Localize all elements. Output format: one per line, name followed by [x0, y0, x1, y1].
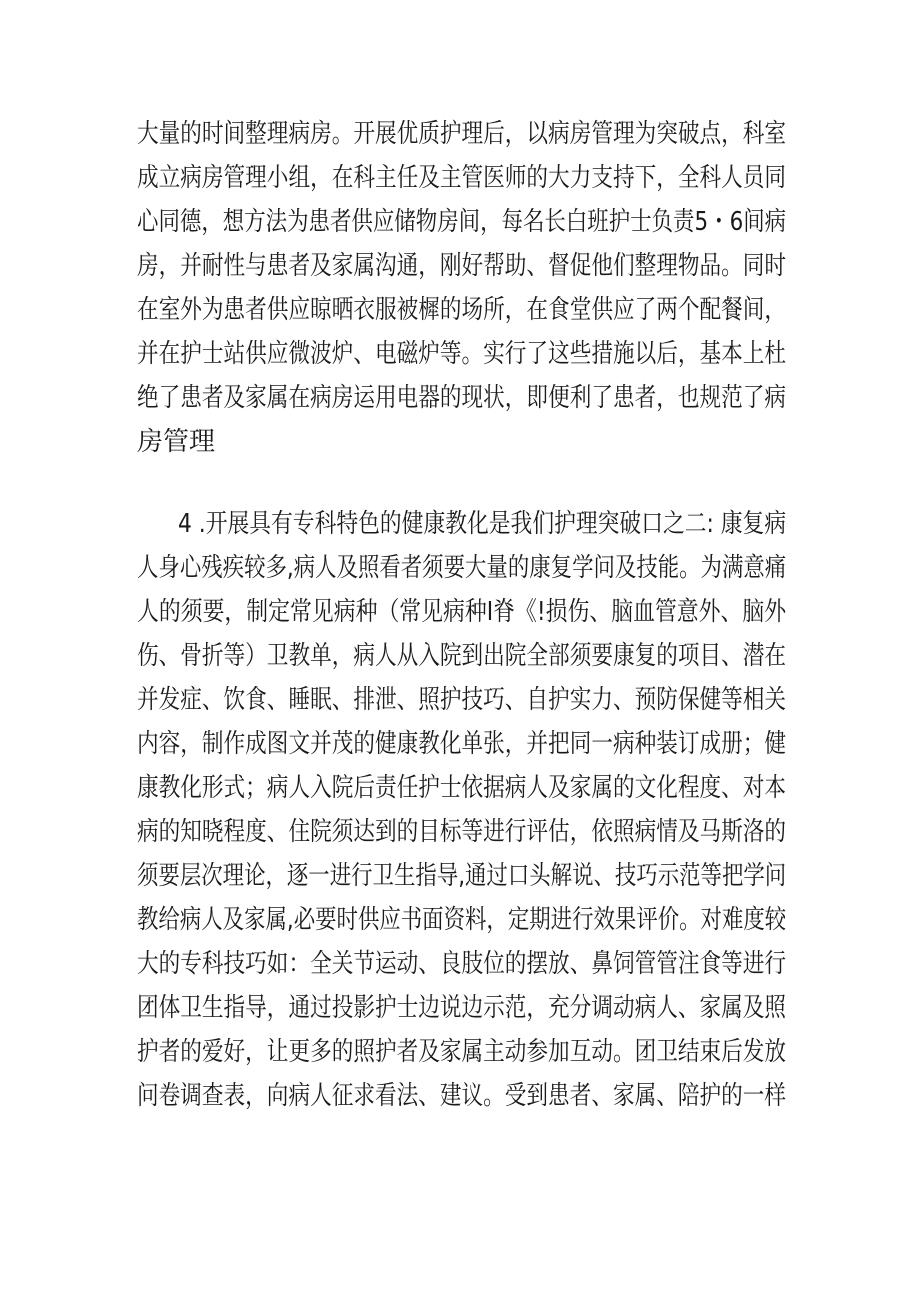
text-line: 须要层次理论，逐一进行卫生指导,通过口头解说、技巧示范等把学问: [137, 861, 787, 891]
text-line: 房管理: [137, 427, 216, 457]
text-line: 康教化形式；病人入院后责任护士依据病人及家属的文化程度、对本: [137, 773, 787, 803]
text-line: 教给病人及家属,必要时供应书面资料，定期进行效果评价。对难度较: [137, 905, 787, 935]
text-line: 大的专科技巧如：全关节运动、良肢位的摆放、鼻饲管管注食等进行: [137, 949, 787, 979]
text-line: 大量的时间整理病房。开展优质护理后，以病房管理为突破点，科室: [137, 119, 787, 149]
text-line: 心同德，想方法为患者供应储物房间，每名长白班护士负责5・6间病: [137, 207, 787, 237]
text-line: 伤、骨折等）卫教单，病人从入院到出院全部须要康复的项目、潜在: [137, 641, 787, 671]
text-line: 绝了患者及家属在病房运用电器的现状，即便利了患者，也规范了病: [137, 383, 787, 413]
text-line: 病的知晓程度、住院须达到的目标等进行评估，依照病情及马斯洛的: [137, 817, 787, 847]
text-line: 问卷调查表，向病人征求看法、建议。受到患者、家属、陪护的一样: [137, 1081, 787, 1111]
text-line: 人身心残疾较多,病人及照看者须要大量的康复学问及技能。为满意痛: [137, 553, 787, 583]
text-line: 护者的爱好，让更多的照护者及家属主动参加互动。团卫结束后发放: [137, 1037, 787, 1067]
text-line: 4 .开展具有专科特色的健康教化是我们护理突破口之二: 康复病: [178, 509, 787, 539]
text-line: 内容，制作成图文并茂的健康教化单张，并把同一病种装订成册；健: [137, 729, 787, 759]
text-line: 人的须要，制定常见病种（常见病种I脊《!损伤、脑血管意外、脑外: [137, 597, 787, 627]
text-line: 在室外为患者供应晾晒衣服被樨的场所，在食堂供应了两个配餐间，: [137, 295, 787, 325]
text-line: 团体卫生指导，通过投影护士边说边示范，充分调动病人、家属及照: [137, 993, 787, 1023]
text-line: 房，并耐性与患者及家属沟通，刚好帮助、督促他们整理物品。同时: [137, 251, 787, 281]
text-line: 并发症、饮食、睡眠、排泄、照护技巧、自护实力、预防保健等相关: [137, 685, 787, 715]
text-line: 并在护士站供应微波炉、电磁炉等。实行了这些措施以后，基本上杜: [137, 339, 787, 369]
text-line: 成立病房管理小组，在科主任及主管医师的大力支持下，全科人员同: [137, 163, 787, 193]
